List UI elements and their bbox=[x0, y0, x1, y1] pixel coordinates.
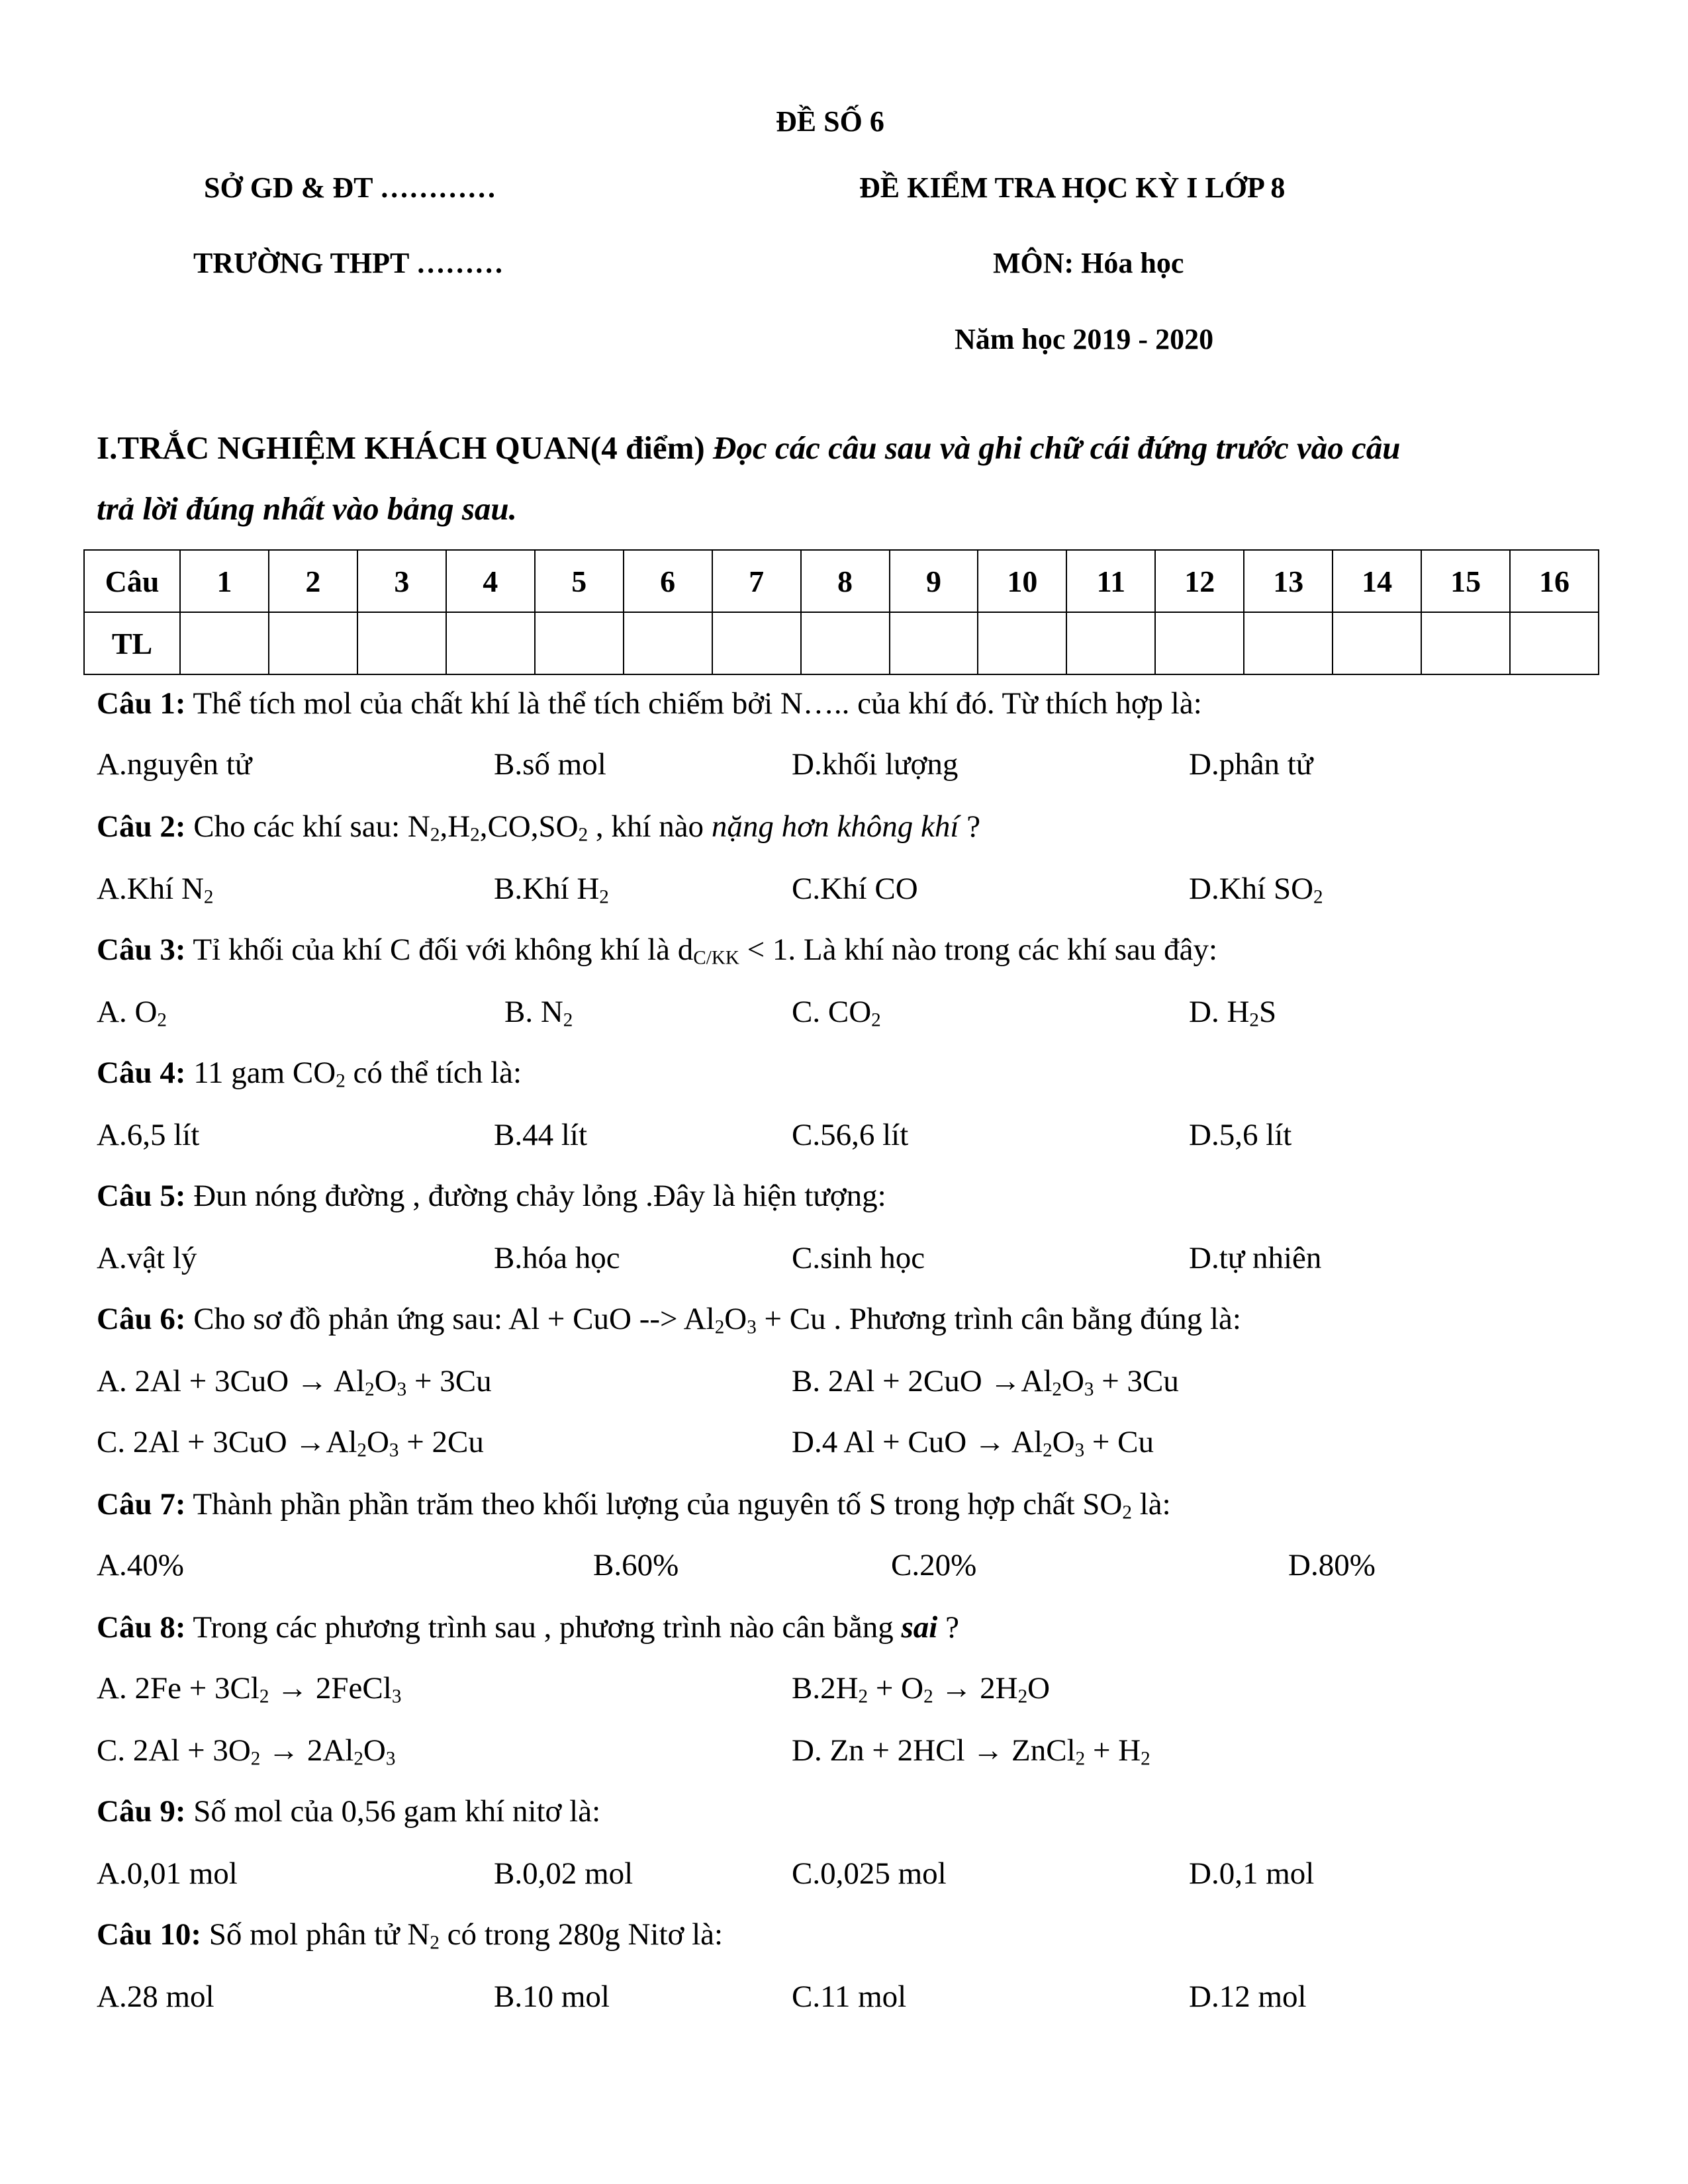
answer-cell[interactable] bbox=[1421, 612, 1510, 674]
exam-title: ĐỀ KIỂM TRA HỌC KỲ I LỚP 8 bbox=[859, 171, 1286, 204]
question-number: 10 bbox=[978, 550, 1066, 612]
q8-option-b: $B.2H_2 + O_2 \to 2H_2O$ bbox=[792, 1671, 1051, 1707]
section-heading bbox=[97, 429, 1400, 467]
question-number: 14 bbox=[1333, 550, 1421, 612]
q8-option-d: D. Zn + 2HCl → ZnCl$_2$ + $H_2$ bbox=[792, 1733, 1150, 1770]
question-label: Câu 3: bbox=[97, 933, 186, 967]
question-2: Câu 2: Cho các khí sau: $N_2,H_2,CO,SO_2$ , khí nào nặng hơn không khí ? bbox=[97, 809, 981, 846]
question-9 bbox=[97, 1794, 600, 1829]
answer-cell[interactable] bbox=[801, 612, 890, 674]
q10-option-a: A.28 mol bbox=[97, 1979, 214, 2014]
q4-option-c: C.56,6 lít bbox=[792, 1118, 909, 1152]
q7-option-d: D.80% bbox=[1288, 1548, 1376, 1582]
question-label: Câu 2: bbox=[97, 809, 186, 844]
q9-option-b: B.0,02 mol bbox=[494, 1856, 633, 1891]
section-instruction-1: Đọc các câu sau và ghi chữ cái đứng trước vào câu bbox=[712, 430, 1401, 466]
answer-cell[interactable] bbox=[180, 612, 269, 674]
q4-option-d: D.5,6 lít bbox=[1189, 1118, 1292, 1152]
question-label: Câu 7: bbox=[97, 1487, 186, 1522]
question-4: Câu 4: 11 gam $CO_2$ có thể tích là: bbox=[97, 1056, 522, 1092]
answer-cell[interactable] bbox=[1333, 612, 1421, 674]
question-number: 15 bbox=[1421, 550, 1510, 612]
answer-table-row-label: TL bbox=[84, 612, 180, 674]
q1-option-b: B.số mol bbox=[494, 747, 606, 782]
answer-cell[interactable] bbox=[1244, 612, 1333, 674]
question-8: Câu 8: Trong các phương trình sau , phương trình nào cân bằng sai ? bbox=[97, 1610, 959, 1645]
question-number: 7 bbox=[712, 550, 801, 612]
question-5 bbox=[97, 1178, 886, 1214]
exam-number: ĐỀ SỐ 6 bbox=[776, 105, 884, 138]
q7-option-a: A.40% bbox=[97, 1548, 184, 1582]
answer-cell[interactable] bbox=[446, 612, 535, 674]
subject: MÔN: Hóa học bbox=[993, 247, 1184, 279]
answer-cell[interactable] bbox=[269, 612, 357, 674]
answer-cell[interactable] bbox=[624, 612, 712, 674]
question-number: 3 bbox=[357, 550, 446, 612]
q3-option-d: D. $H_2S$ bbox=[1189, 995, 1277, 1031]
q5-option-d: D.tự nhiên bbox=[1189, 1241, 1322, 1275]
q10-option-d: D.12 mol bbox=[1189, 1979, 1307, 2014]
question-6: Câu 6: Cho sơ đồ phản ứng sau: Al + CuO --> $Al_2O_3 + Cu$ . Phương trình cân bằng đúng là: bbox=[97, 1302, 1241, 1338]
question-label: Câu 4: bbox=[97, 1056, 186, 1090]
answer-cell[interactable] bbox=[890, 612, 978, 674]
question-1 bbox=[97, 686, 1202, 721]
section-title: I.TRẮC NGHIỆM KHÁCH QUAN(4 điểm) bbox=[97, 430, 705, 466]
department: SỞ GD & ĐT ………… bbox=[204, 171, 496, 204]
school-year: Năm học 2019 - 2020 bbox=[955, 323, 1214, 355]
q8-option-c: C. $2Al + 3O_2 \to 2Al_2O_3$ bbox=[97, 1733, 396, 1770]
answer-table-answer-row bbox=[84, 612, 1599, 674]
question-number: 11 bbox=[1066, 550, 1155, 612]
question-number: 16 bbox=[1510, 550, 1599, 612]
section-instruction bbox=[97, 490, 517, 527]
question-label: Câu 8: bbox=[97, 1610, 186, 1645]
question-7: Câu 7: Thành phần phần trăm theo khối lượng của nguyên tố S trong hợp chất $SO_2$ là: bbox=[97, 1487, 1171, 1524]
answer-cell[interactable] bbox=[1155, 612, 1244, 674]
q1-option-c: D.khối lượng bbox=[792, 747, 959, 782]
answer-table bbox=[83, 549, 1599, 675]
question-3: Câu 3: Tỉ khối của khí C đối với không khí là $d_{C/KK} < 1$. Là khí nào trong các khí sau đây: bbox=[97, 933, 1218, 969]
q5-option-c: C.sinh học bbox=[792, 1241, 925, 1275]
q1-option-a: A.nguyên tử bbox=[97, 747, 252, 782]
answer-table-header-row bbox=[84, 550, 1599, 612]
q4-option-a: A.6,5 lít bbox=[97, 1118, 200, 1152]
question-number: 12 bbox=[1155, 550, 1244, 612]
answer-cell[interactable] bbox=[712, 612, 801, 674]
answer-cell[interactable] bbox=[1510, 612, 1599, 674]
q10-option-b: B.10 mol bbox=[494, 1979, 610, 2014]
question-text: Thể tích mol của chất khí là thể tích chiếm bởi N….. của khí đó. Từ thích hợp là: bbox=[185, 686, 1202, 721]
question-number: 2 bbox=[269, 550, 357, 612]
answer-table-row-label: Câu bbox=[84, 550, 180, 612]
question-text: Đun nóng đường , đường chảy lỏng .Đây là hiện tượng: bbox=[185, 1179, 886, 1213]
q5-option-a: A.vật lý bbox=[97, 1241, 197, 1275]
question-label: Câu 1: bbox=[97, 686, 186, 721]
answer-cell[interactable] bbox=[1066, 612, 1155, 674]
question-label: Câu 10: bbox=[97, 1917, 201, 1952]
q6-option-b: B. $2Al + 2CuO \to Al_2O_3 + 3Cu$ bbox=[792, 1364, 1179, 1400]
q6-option-a: A. $2Al + 3CuO \to Al_2O_3 + 3Cu$ bbox=[97, 1364, 492, 1400]
question-label: Câu 9: bbox=[97, 1794, 186, 1829]
q9-option-c: C.0,025 mol bbox=[792, 1856, 947, 1891]
q2-option-c: C.Khí CO bbox=[792, 872, 918, 906]
q2-option-a: A.Khí $N_2$ bbox=[97, 872, 214, 908]
q3-option-c: C. $CO_2$ bbox=[792, 995, 881, 1031]
answer-cell[interactable] bbox=[978, 612, 1066, 674]
answer-cell[interactable] bbox=[357, 612, 446, 674]
q7-option-c: C.20% bbox=[891, 1548, 977, 1582]
q2-option-d: D.Khí $SO_2$ bbox=[1189, 872, 1323, 908]
question-number: 6 bbox=[624, 550, 712, 612]
q6-option-c: C. $2Al + 3CuO \to Al_2O_3 + 2Cu$ bbox=[97, 1425, 484, 1461]
question-10: Câu 10: Số mol phân tử $N_2$ có trong 280g Nitơ là: bbox=[97, 1917, 724, 1954]
answer-cell[interactable] bbox=[535, 612, 624, 674]
q5-option-b: B.hóa học bbox=[494, 1241, 620, 1275]
q2-option-b: B.Khí $H_2$ bbox=[494, 872, 609, 908]
question-number: 1 bbox=[180, 550, 269, 612]
q3-option-a: A. $O_2$ bbox=[97, 995, 167, 1031]
q3-option-b: B. $N_2$ bbox=[504, 995, 573, 1031]
q6-option-d: D.4 Al + CuO → $Al_2O_3 + Cu$ bbox=[792, 1425, 1154, 1461]
question-number: 13 bbox=[1244, 550, 1333, 612]
q4-option-b: B.44 lít bbox=[494, 1118, 588, 1152]
q9-option-d: D.0,1 mol bbox=[1189, 1856, 1315, 1891]
question-number: 8 bbox=[801, 550, 890, 612]
question-label: Câu 6: bbox=[97, 1302, 186, 1336]
q7-option-b: B.60% bbox=[593, 1548, 679, 1582]
q1-option-d: D.phân tử bbox=[1189, 747, 1313, 782]
section-instruction-2: trả lời đúng nhất vào bảng sau. bbox=[97, 490, 517, 527]
q8-option-a: A. $2Fe + 3Cl_2$ → 2FeCl$_3$ bbox=[97, 1671, 402, 1707]
question-number: 4 bbox=[446, 550, 535, 612]
q10-option-c: C.11 mol bbox=[792, 1979, 907, 2014]
question-text: Số mol của 0,56 gam khí nitơ là: bbox=[185, 1794, 601, 1829]
question-number: 9 bbox=[890, 550, 978, 612]
q9-option-a: A.0,01 mol bbox=[97, 1856, 238, 1891]
question-number: 5 bbox=[535, 550, 624, 612]
school: TRƯỜNG THPT ……… bbox=[193, 247, 504, 279]
question-label: Câu 5: bbox=[97, 1179, 186, 1213]
